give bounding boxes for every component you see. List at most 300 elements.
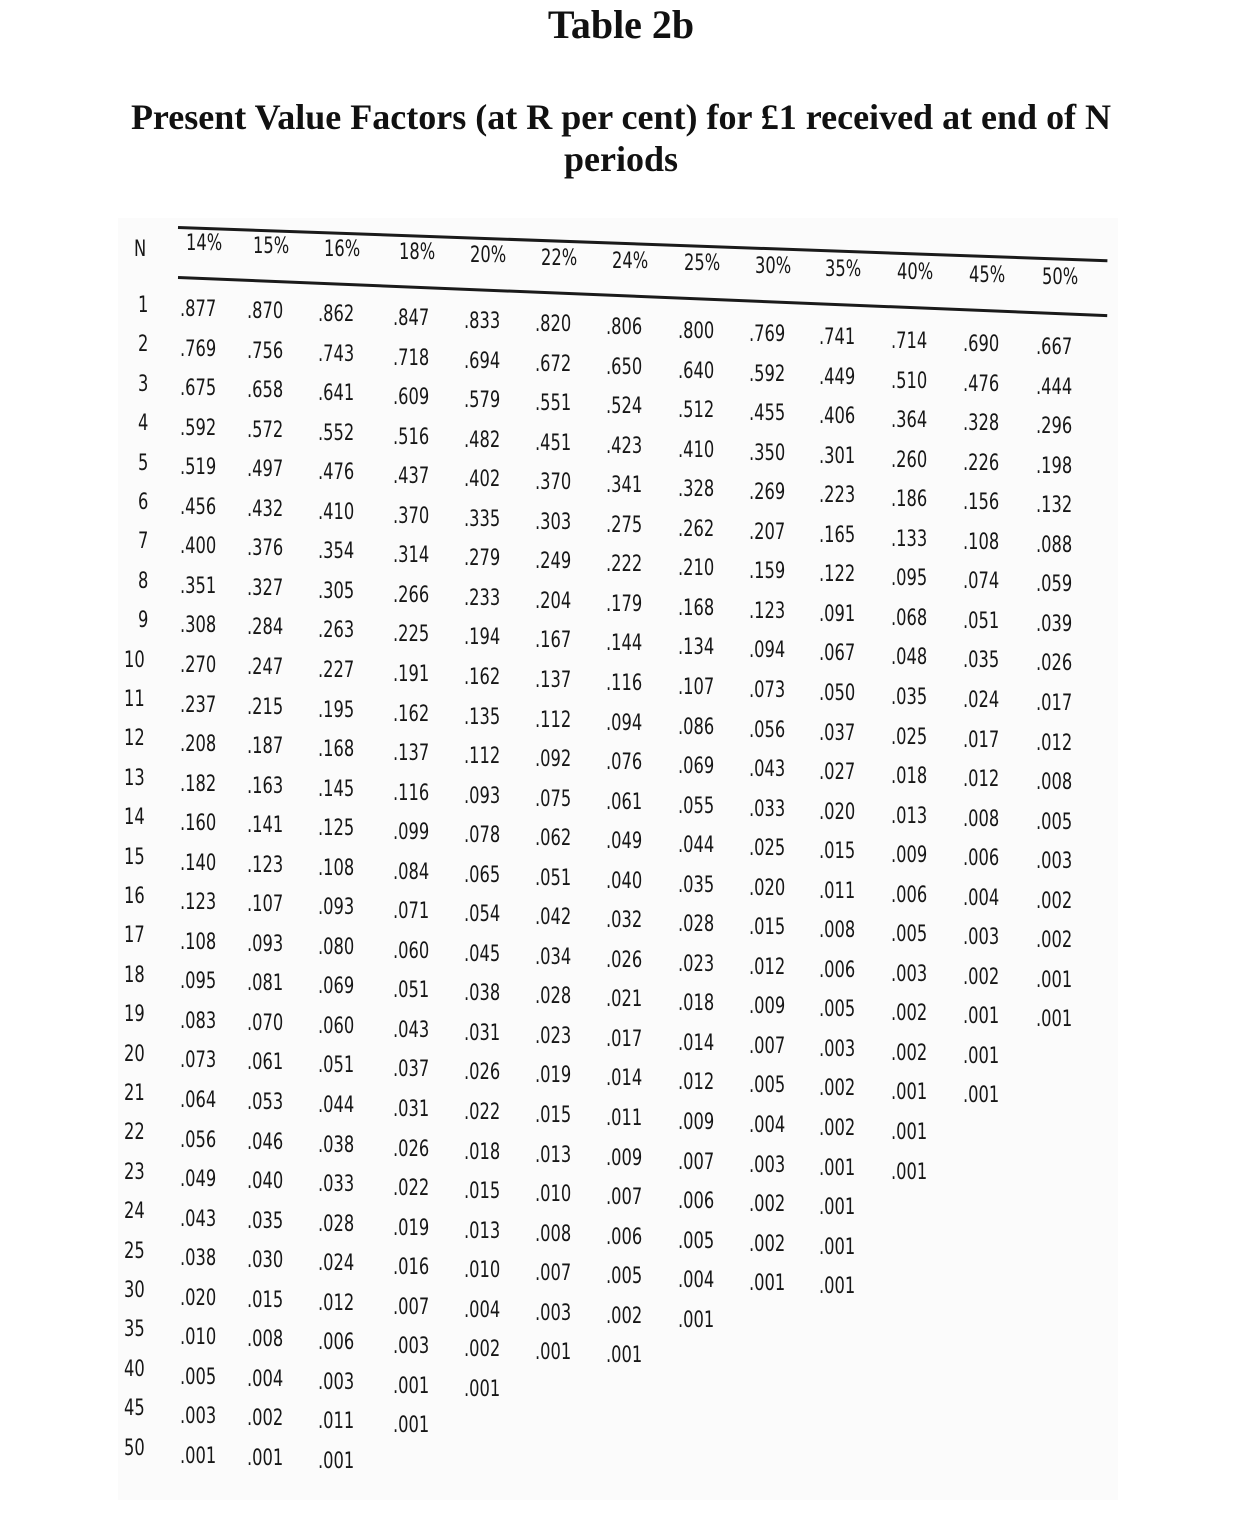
table-cell: .284 [247, 615, 284, 641]
period-label: 16 [124, 884, 145, 909]
table-cell: .045 [464, 941, 501, 967]
table-cell: .002 [1036, 928, 1073, 954]
table-cell: .086 [678, 714, 715, 740]
table-cell: .134 [678, 635, 715, 661]
table-cell: .092 [535, 747, 572, 773]
table-cell: .144 [606, 631, 643, 657]
table-cell: .718 [393, 345, 430, 371]
table-cell: .067 [819, 641, 856, 667]
table-cell: .007 [749, 1033, 786, 1059]
table-cell: .001 [819, 1234, 856, 1260]
header-n: N [134, 237, 147, 262]
table-cell: .552 [318, 420, 355, 446]
table-cell: .007 [535, 1261, 572, 1287]
table-cell: .162 [464, 664, 501, 690]
table-cell: .222 [606, 552, 643, 578]
table-cell: .350 [749, 440, 786, 466]
table-cell: .020 [180, 1285, 217, 1311]
table-cell: .051 [963, 608, 1000, 634]
table-cell: .003 [819, 1036, 856, 1062]
table-cell: .296 [1036, 414, 1073, 440]
table-cell: .009 [891, 843, 928, 869]
table-cell: .081 [247, 971, 284, 997]
table-cell: .002 [464, 1337, 501, 1363]
table-cell: .008 [247, 1327, 284, 1353]
table-cell: .341 [606, 473, 643, 499]
header-rate: 50% [1042, 265, 1079, 290]
header-rate: 20% [470, 243, 507, 268]
table-cell: .002 [891, 1040, 928, 1066]
table-cell: .091 [819, 601, 856, 627]
table-cell: .370 [535, 470, 572, 496]
table-cell: .053 [247, 1090, 284, 1115]
table-cell: .301 [819, 443, 856, 469]
table-cell: .262 [678, 516, 715, 542]
period-label: 10 [124, 647, 145, 673]
table-cell: .015 [535, 1103, 572, 1128]
period-label: 9 [138, 608, 149, 634]
table-cell: .095 [891, 566, 928, 592]
table-cell: .016 [393, 1255, 430, 1281]
table-cell: .011 [606, 1106, 643, 1131]
table-cell: .002 [1036, 888, 1073, 914]
table-cell: .006 [891, 882, 928, 908]
table-cell: .208 [180, 732, 217, 758]
table-cell: .116 [393, 780, 430, 806]
table-cell: .641 [318, 381, 355, 407]
table-cell: .108 [318, 855, 355, 881]
table-cell: .093 [247, 931, 284, 957]
table-cell: .056 [749, 717, 786, 743]
table-cell: .476 [963, 371, 1000, 397]
table-cell: .001 [393, 1413, 430, 1439]
table-cell: .023 [678, 951, 715, 977]
table-cell: .579 [464, 388, 501, 414]
table-cell: .001 [891, 1080, 928, 1106]
table-cell: .025 [749, 836, 786, 862]
table-cell: .013 [891, 803, 928, 829]
table-cell: .249 [535, 549, 572, 575]
table-cell: .275 [606, 512, 643, 538]
table-cell: .141 [247, 813, 284, 839]
table-cell: .010 [464, 1258, 501, 1284]
table-cell: .042 [535, 905, 572, 931]
table-cell: .015 [749, 915, 786, 941]
table-cell: .002 [819, 1076, 856, 1102]
table-cell: .156 [963, 490, 1000, 516]
table-cell: .006 [963, 846, 1000, 872]
table-cell: .078 [464, 823, 501, 849]
table-cell: .800 [678, 319, 715, 344]
table-cell: .116 [606, 670, 643, 696]
table-cell: .003 [180, 1404, 217, 1430]
header-rate: 25% [684, 251, 721, 276]
table-cell: .551 [535, 391, 572, 417]
table-cell: .877 [180, 297, 217, 322]
table-cell: .327 [247, 575, 284, 601]
table-cell: .056 [180, 1127, 217, 1153]
table-cell: .007 [606, 1185, 643, 1211]
table-cell: .038 [318, 1132, 355, 1158]
table-cell: .071 [393, 899, 430, 925]
table-cell: .179 [606, 591, 643, 617]
table-cell: .013 [464, 1218, 501, 1244]
period-label: 14 [124, 805, 145, 831]
table-cell: .015 [819, 839, 856, 865]
table-cell: .004 [963, 885, 1000, 911]
table-cell: .005 [678, 1228, 715, 1254]
table-cell: .093 [318, 895, 355, 921]
header-rate: 16% [324, 237, 361, 262]
table-cell: .247 [247, 654, 284, 680]
table-cell: .005 [1036, 809, 1073, 835]
table-cell: .026 [393, 1136, 430, 1162]
header-rate: 15% [253, 234, 290, 259]
table-cell: .015 [464, 1179, 501, 1205]
table-cell: .107 [678, 674, 715, 700]
table-cell: .609 [393, 385, 430, 411]
table-cell: .062 [535, 826, 572, 852]
table-cell: .165 [819, 522, 856, 548]
table-cell: .012 [678, 1070, 715, 1096]
table-cell: .006 [678, 1189, 715, 1215]
table-cell: .270 [180, 652, 217, 678]
table-cell: .044 [318, 1093, 355, 1118]
header-rate: 45% [969, 263, 1006, 288]
period-label: 6 [138, 490, 149, 515]
table-cell: .099 [393, 820, 430, 846]
table-cell: .073 [749, 677, 786, 703]
table-cell: .043 [393, 1017, 430, 1043]
table-cell: .028 [318, 1211, 355, 1237]
table-cell: .423 [606, 433, 643, 459]
table-cell: .303 [535, 509, 572, 535]
table-cell: .370 [393, 503, 430, 529]
period-label: 25 [124, 1238, 145, 1264]
table-cell: .160 [180, 811, 217, 837]
table-cell: .225 [393, 622, 430, 648]
table-cell: .572 [247, 417, 284, 443]
table-cell: .847 [393, 306, 430, 331]
table-cell: .263 [318, 618, 355, 644]
table-cell: .001 [535, 1340, 572, 1366]
table-cell: .012 [749, 954, 786, 980]
table-cell: .406 [819, 404, 856, 430]
table-cell: .002 [749, 1192, 786, 1218]
table-cell: .694 [464, 348, 501, 374]
table-cell: .328 [963, 411, 1000, 437]
period-label: 12 [124, 726, 145, 752]
table-cell: .524 [606, 394, 643, 420]
period-label: 40 [124, 1356, 145, 1382]
table-cell: .024 [963, 687, 1000, 713]
table-cell: .004 [749, 1113, 786, 1138]
period-label: 21 [124, 1081, 145, 1106]
table-cell: .007 [678, 1149, 715, 1175]
table-cell: .017 [963, 727, 1000, 753]
table-cell: .014 [678, 1030, 715, 1056]
period-label: 30 [124, 1278, 145, 1303]
table-cell: .658 [247, 378, 284, 404]
header-rate: 30% [755, 254, 792, 279]
table-cell: .168 [678, 595, 715, 621]
table-cell: .060 [318, 1013, 355, 1039]
table-cell: .112 [464, 744, 501, 770]
table-cell: .026 [1036, 651, 1073, 677]
table-cell: .004 [247, 1366, 284, 1392]
period-label: 17 [124, 923, 145, 949]
table-cell: .456 [180, 494, 217, 520]
table-cell: .107 [247, 892, 284, 918]
table-cell: .743 [318, 341, 355, 367]
table-cell: .756 [247, 338, 284, 364]
table-cell: .862 [318, 302, 355, 327]
table-cell: .455 [749, 401, 786, 427]
table-cell: .018 [678, 991, 715, 1017]
table-cell: .335 [464, 506, 501, 532]
table-cell: .001 [606, 1343, 643, 1369]
table-cell: .410 [678, 437, 715, 463]
table-cell: .003 [749, 1152, 786, 1178]
table-cell: .354 [318, 539, 355, 565]
table-cell: .026 [464, 1060, 501, 1086]
table-cell: .033 [318, 1172, 355, 1198]
table-cell: .714 [891, 329, 928, 354]
table-cell: .076 [606, 750, 643, 776]
table-cell: .088 [1036, 532, 1073, 558]
period-label: 7 [138, 529, 149, 555]
table-cell: .025 [891, 724, 928, 750]
table-cell: .043 [749, 757, 786, 783]
table-cell: .001 [891, 1120, 928, 1145]
header-rate: 18% [399, 240, 436, 265]
table-cell: .008 [963, 806, 1000, 832]
table-cell: .314 [393, 543, 430, 569]
period-label: 18 [124, 962, 145, 988]
period-label: 35 [124, 1317, 145, 1343]
table-cell: .476 [318, 460, 355, 486]
header-rate: 35% [825, 257, 862, 282]
table-cell: .516 [393, 424, 430, 450]
table-cell: .007 [393, 1294, 430, 1320]
table-cell: .133 [891, 526, 928, 552]
table-cell: .690 [963, 332, 1000, 357]
table-cell: .037 [819, 720, 856, 746]
table-cell: .227 [318, 657, 355, 683]
table-cell: .040 [247, 1169, 284, 1195]
table-cell: .260 [891, 447, 928, 473]
table-cell: .001 [749, 1271, 786, 1297]
table-cell: .519 [180, 455, 217, 481]
period-label: 19 [124, 1002, 145, 1028]
table-cell: .035 [891, 684, 928, 710]
table-cell: .055 [678, 793, 715, 819]
table-cell: .001 [963, 1043, 1000, 1069]
table-cell: .008 [535, 1221, 572, 1247]
table-cell: .030 [247, 1248, 284, 1274]
table-cell: .237 [180, 692, 217, 718]
table-cell: .075 [535, 786, 572, 812]
table-cell: .376 [247, 536, 284, 562]
table-cell: .032 [606, 908, 643, 934]
table-cell: .012 [318, 1290, 355, 1316]
table-cell: .065 [464, 862, 501, 888]
table-cell: .005 [891, 922, 928, 948]
table-cell: .002 [891, 1001, 928, 1027]
table-cell: .497 [247, 457, 284, 483]
period-label: 22 [124, 1120, 145, 1146]
table-cell: .003 [318, 1369, 355, 1395]
table-cell: .001 [678, 1307, 715, 1333]
table-cell: .351 [180, 573, 217, 599]
table-cell: .046 [247, 1129, 284, 1155]
period-label: 4 [138, 411, 149, 437]
table-cell: .069 [318, 974, 355, 1000]
table-cell: .070 [247, 1010, 284, 1036]
table-cell: .001 [464, 1376, 501, 1402]
table-cell: .001 [819, 1155, 856, 1181]
table-cell: .195 [318, 697, 355, 723]
table-cell: .833 [464, 309, 501, 334]
table-cell: .018 [891, 764, 928, 790]
table-cell: .592 [749, 361, 786, 387]
table-cell: .051 [318, 1053, 355, 1079]
table-cell: .002 [963, 964, 1000, 990]
table-cell: .040 [606, 868, 643, 894]
period-label: 15 [124, 844, 145, 870]
table-cell: .012 [1036, 730, 1073, 756]
table-cell: .010 [180, 1325, 217, 1351]
table-cell: .451 [535, 430, 572, 456]
table-cell: .108 [963, 529, 1000, 555]
table-cell: .592 [180, 415, 217, 441]
table-cell: .009 [606, 1145, 643, 1171]
period-label: 45 [124, 1396, 145, 1422]
table-cell: .005 [819, 997, 856, 1023]
table-cell: .001 [393, 1373, 430, 1399]
table-cell: .027 [819, 760, 856, 786]
table-cell: .444 [1036, 374, 1073, 400]
table-cell: .510 [891, 368, 928, 394]
table-cell: .145 [318, 776, 355, 802]
table-cell: .022 [464, 1100, 501, 1125]
table-cell: .112 [535, 707, 572, 733]
table-cell: .769 [180, 336, 217, 362]
period-label: 1 [138, 293, 149, 318]
table-cell: .140 [180, 850, 217, 876]
table-cell: .123 [247, 852, 284, 878]
table-cell: .008 [819, 918, 856, 944]
table-cell: .074 [963, 569, 1000, 595]
table-cell: .400 [180, 534, 217, 560]
table-cell: .006 [819, 957, 856, 983]
table-cell: .005 [180, 1364, 217, 1390]
table-cell: .162 [393, 701, 430, 727]
table-cell: .059 [1036, 572, 1073, 598]
period-label: 13 [124, 765, 145, 791]
table-cell: .011 [318, 1409, 355, 1435]
table-cell: .051 [535, 865, 572, 891]
table-cell: .001 [819, 1195, 856, 1221]
table-cell: .001 [318, 1448, 355, 1474]
table-cell: .163 [247, 773, 284, 799]
table-cell: .269 [749, 480, 786, 506]
table-cell: .123 [749, 598, 786, 624]
table-cell: .094 [749, 638, 786, 664]
table-cell: .364 [891, 408, 928, 434]
table-cell: .001 [247, 1445, 284, 1471]
table-cell: .002 [247, 1406, 284, 1432]
table-cell: .023 [535, 1023, 572, 1049]
table-cell: .125 [318, 816, 355, 842]
table-cell: .650 [606, 354, 643, 380]
table-cell: .020 [749, 875, 786, 901]
table-cell: .035 [678, 872, 715, 898]
table-cell: .002 [749, 1231, 786, 1257]
table-cell: .215 [247, 694, 284, 720]
table-cell: .003 [963, 925, 1000, 951]
table-cell: .050 [819, 680, 856, 706]
table-cell: .640 [678, 358, 715, 384]
table-cell: .266 [393, 582, 430, 608]
table-cell: .328 [678, 477, 715, 503]
table-cell: .226 [963, 450, 1000, 476]
table-cell: .122 [819, 562, 856, 588]
table-cell: .013 [535, 1142, 572, 1168]
table-cell: .182 [180, 771, 217, 797]
table-cell: .437 [393, 464, 430, 490]
header-rate: 40% [897, 260, 934, 285]
table-cell: .061 [606, 789, 643, 815]
table-cell: .769 [749, 322, 786, 347]
table-cell: .014 [606, 1066, 643, 1092]
table-cell: .449 [819, 364, 856, 390]
table-cell: .060 [393, 938, 430, 964]
table-cell: .024 [318, 1251, 355, 1277]
table-cell: .012 [963, 767, 1000, 793]
table-cell: .168 [318, 737, 355, 763]
table-cell: .039 [1036, 611, 1073, 637]
table-cell: .806 [606, 315, 643, 340]
table-cell: .187 [247, 734, 284, 760]
period-label: 20 [124, 1041, 145, 1067]
table-cell: .006 [318, 1330, 355, 1356]
table-cell: .035 [963, 648, 1000, 674]
table-cell: .135 [464, 704, 501, 730]
table-cell: .186 [891, 487, 928, 513]
table-cell: .667 [1036, 335, 1073, 360]
table-cell: .048 [891, 645, 928, 671]
period-label: 3 [138, 371, 149, 397]
table-cell: .044 [678, 833, 715, 859]
period-label: 24 [124, 1199, 145, 1225]
table-cell: .084 [393, 859, 430, 885]
table-cell: .132 [1036, 493, 1073, 519]
table-cell: .159 [749, 559, 786, 585]
table-cell: .009 [678, 1110, 715, 1135]
table-cell: .137 [393, 741, 430, 767]
table-cell: .108 [180, 929, 217, 955]
table-cell: .038 [180, 1246, 217, 1272]
table-cell: .308 [180, 613, 217, 639]
table-subtitle: Present Value Factors (at R per cent) for £1 received at end of N periods [130, 97, 1112, 179]
table-cell: .019 [535, 1063, 572, 1089]
table-cell: .043 [180, 1206, 217, 1232]
table-cell: .204 [535, 588, 572, 614]
table-cell: .279 [464, 546, 501, 572]
table-cell: .001 [1036, 1007, 1073, 1033]
table-cell: .049 [180, 1167, 217, 1193]
